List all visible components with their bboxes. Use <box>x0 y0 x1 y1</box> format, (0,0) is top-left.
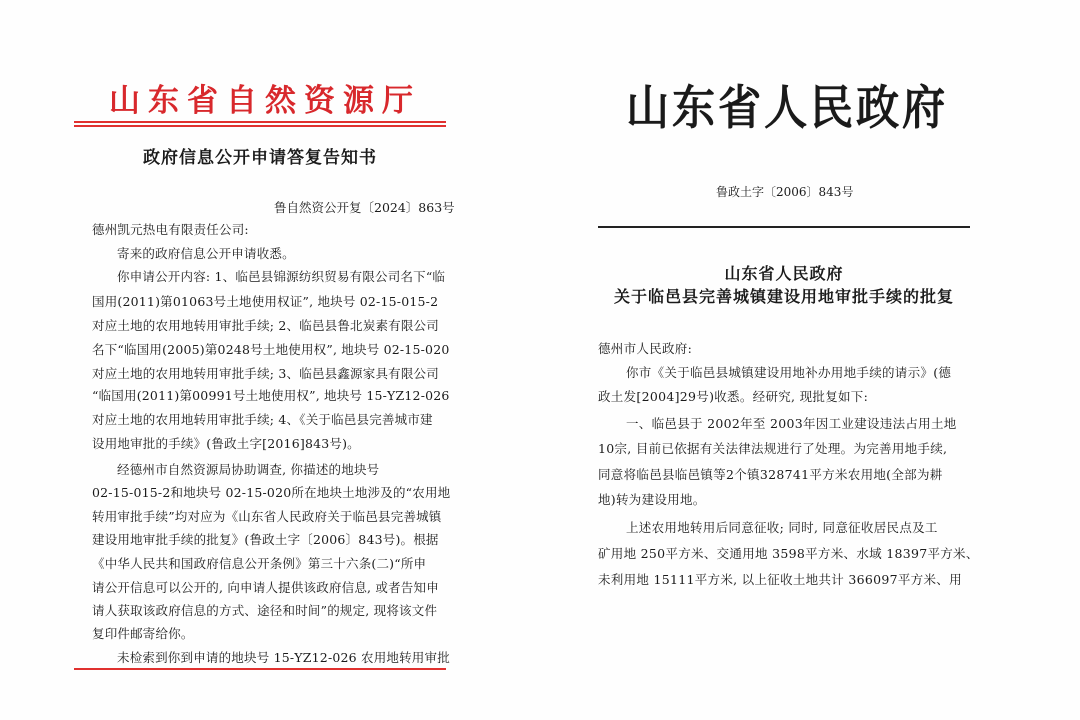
left-recipient: 德州凯元热电有限责任公司: <box>92 222 249 237</box>
body-line: 未利用地 15111平方米, 以上征收土地共计 366097平方米、用 <box>598 572 962 587</box>
right-heading-subject: 关于临邑县完善城镇建设用地审批手续的批复 <box>613 287 954 306</box>
body-line: 矿用地 250平方米、交通用地 3598平方米、水域 18397平方米、 <box>598 546 979 561</box>
red-rule-bottom <box>74 125 446 127</box>
body-line: 你市《关于临邑县城镇建设用地补办用地手续的请示》(德 <box>626 365 952 380</box>
body-line: 设用地审批的手续》(鲁政土字[2016]843号)。 <box>92 436 360 451</box>
body-line: 《中华人民共和国政府信息公开条例》第三十六条(二)“所申 <box>92 556 427 571</box>
body-line: “临国用(2011)第00991号土地使用权”, 地块号 15-YZ12-026 <box>92 388 450 403</box>
body-line: 02-15-015-2和地块号 02-15-020所在地块土地涉及的“农用地 <box>92 485 451 500</box>
body-line: 对应土地的农用地转用审批手续; 4、《关于临邑县完善城市建 <box>92 412 433 427</box>
body-line: 对应土地的农用地转用审批手续; 3、临邑县鑫源家具有限公司 <box>92 366 439 381</box>
body-line: 复印件邮寄给你。 <box>92 626 194 641</box>
body-line: 寄来的政府信息公开申请收悉。 <box>117 246 295 261</box>
body-line: 请人获取该政府信息的方式、途径和时间”的规定, 现将该文件 <box>92 603 438 618</box>
body-line: 一、临邑县于 2002年至 2003年因工业建设违法占用土地 <box>626 416 957 431</box>
body-line: 你申请公开内容: 1、临邑县锦源纺织贸易有限公司名下“临 <box>117 269 446 284</box>
body-line: 经德州市自然资源局协助调查, 你描述的地块号 <box>117 462 380 477</box>
red-rule-top <box>74 121 446 123</box>
body-line: 地)转为建设用地。 <box>598 492 706 507</box>
right-issuer-header: 山东省人民政府 <box>626 81 948 136</box>
right-heading-issuer: 山东省人民政府 <box>724 264 844 283</box>
left-issuer-header: 山东省自然资源厅 <box>109 83 421 119</box>
body-line: 政土发[2004]29号)收悉。经研究, 现批复如下: <box>598 389 869 404</box>
body-line: 未检索到你到申请的地块号 15-YZ12-026 农用地转用审批 <box>117 650 450 665</box>
right-reference-number: 鲁政土字〔2006〕843号 <box>716 185 854 199</box>
right-separator-rule <box>598 226 970 228</box>
body-line: 名下“临国用(2005)第0248号土地使用权”, 地块号 02-15-020 <box>92 342 450 357</box>
body-line: 同意将临邑县临邑镇等2个镇328741平方米农用地(全部为耕 <box>598 467 943 482</box>
body-line: 请公开信息可以公开的, 向申请人提供该政府信息, 或者告知申 <box>92 580 439 595</box>
body-line: 10宗, 目前已依据有关法律法规进行了处理。为完善用地手续, <box>598 441 948 456</box>
body-line: 上述农用地转用后同意征收; 同时, 同意征收居民点及工 <box>626 520 938 535</box>
left-reference-number: 鲁自然资公开复〔2024〕863号 <box>274 200 455 215</box>
right-recipient: 德州市人民政府: <box>598 341 693 356</box>
body-line: 转用审批手续”均对应为《山东省人民政府关于临邑县完善城镇 <box>92 509 442 524</box>
body-line: 建设用地审批手续的批复》(鲁政土字〔2006〕843号)。根据 <box>92 532 439 547</box>
red-rule-footer <box>74 668 446 670</box>
body-line: 对应土地的农用地转用审批手续; 2、临邑县鲁北炭素有限公司 <box>92 318 439 333</box>
body-line: 国用(2011)第01063号土地使用权证”, 地块号 02-15-015-2 <box>92 294 439 309</box>
left-document-title: 政府信息公开申请答复告知书 <box>143 148 377 168</box>
